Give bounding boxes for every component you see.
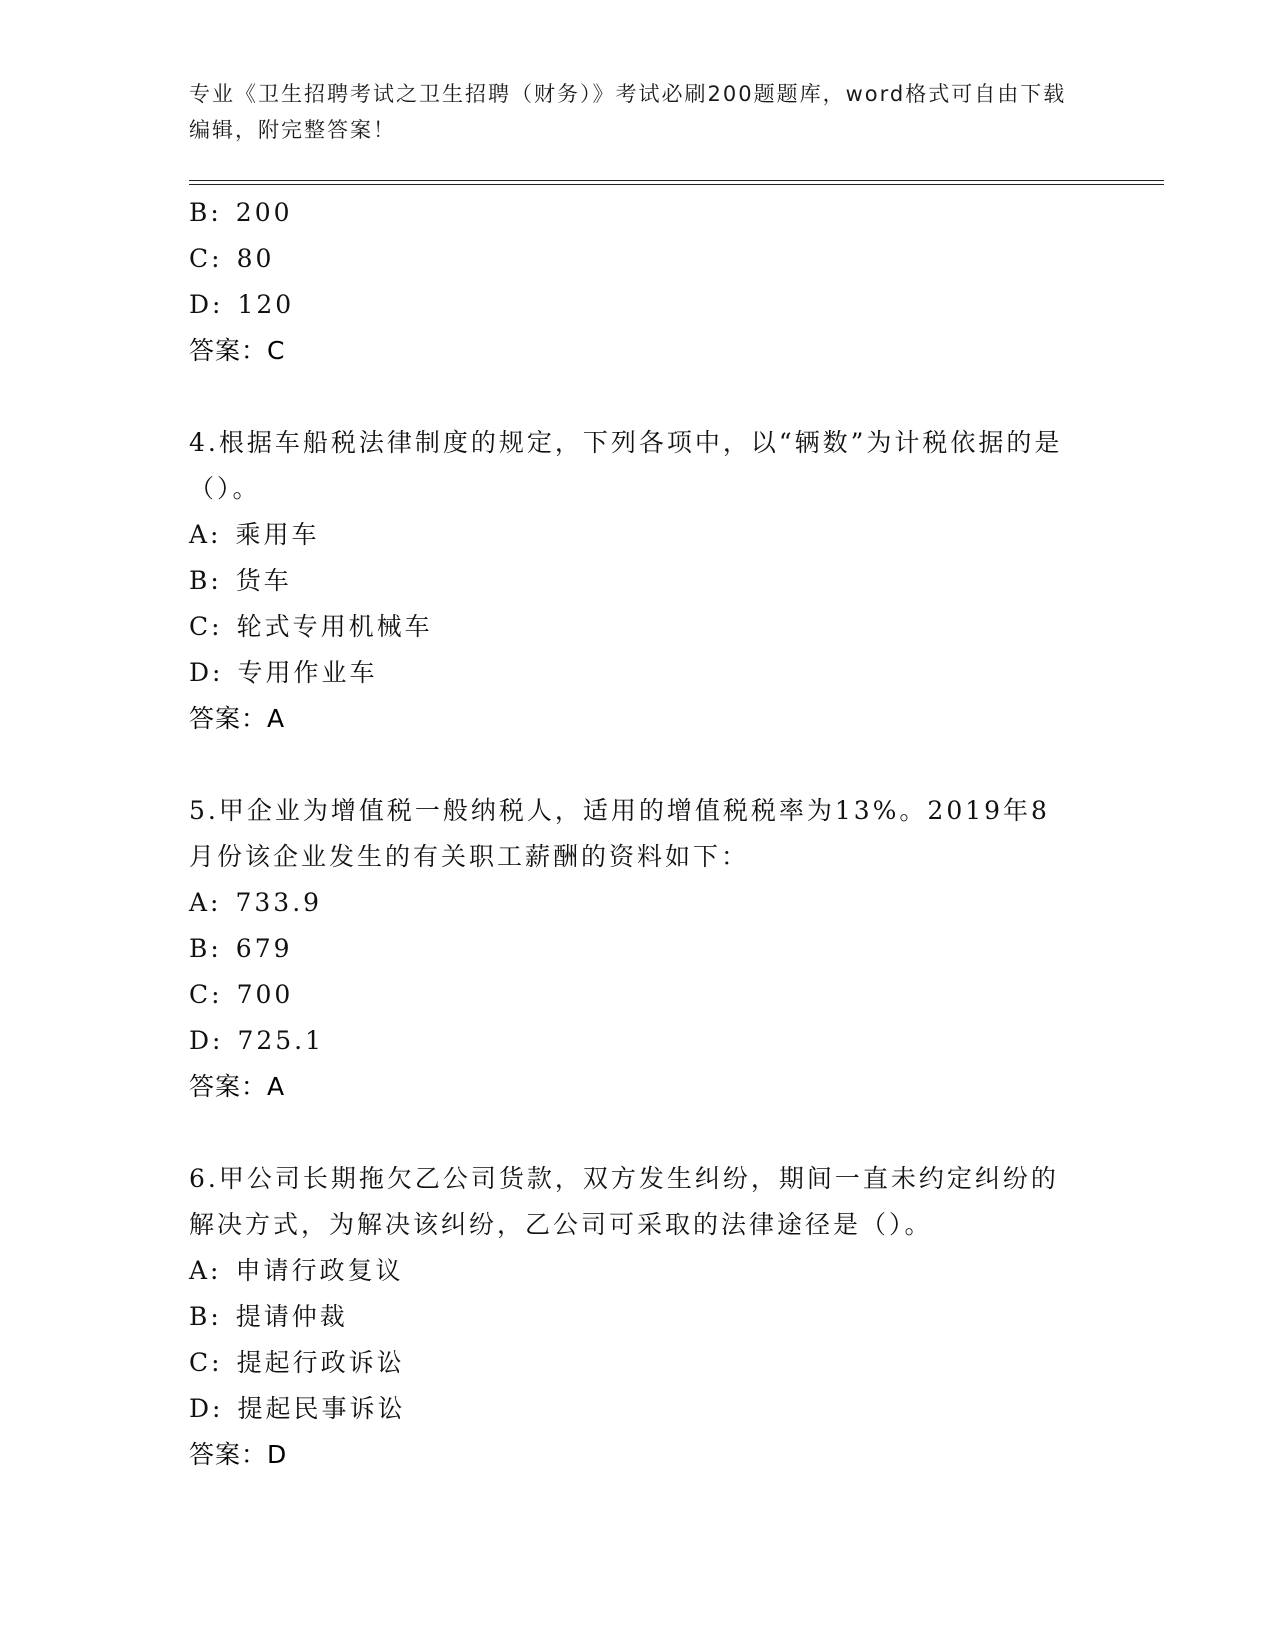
- option-row: [189, 972, 1089, 1018]
- answer-line: 答案：C: [189, 336, 286, 365]
- option-label: B:: [189, 566, 222, 595]
- option-row: [189, 236, 1089, 282]
- page-header-title: 专业《卫生招聘考试之卫生招聘（财务）》考试必刷200题题库，word格式可自由下载编辑，附完整答案！: [189, 82, 1067, 142]
- option-label: C:: [189, 244, 223, 273]
- option-label: A:: [189, 1256, 222, 1285]
- document-body: [189, 190, 1089, 1478]
- answer-line: 答案：A: [189, 1072, 286, 1101]
- option-text: 提请仲裁: [235, 1302, 348, 1331]
- option-text: 货车: [235, 566, 292, 595]
- option-text: 200: [235, 198, 293, 227]
- option-label: A:: [189, 520, 222, 549]
- question-stem: 6.甲公司长期拖欠乙公司货款，双方发生纠纷，期间一直未约定纠纷的解决方式，为解决该纠纷，乙公司可采取的法律途径是（）。: [189, 1164, 1059, 1239]
- option-row: [189, 512, 1089, 558]
- option-row: [189, 1340, 1089, 1386]
- question-stem: 4.根据车船税法律制度的规定，下列各项中，以“辆数”为计税依据的是（）。: [189, 428, 1063, 503]
- option-label: B:: [189, 198, 222, 227]
- spacer: [189, 742, 1089, 788]
- option-text: 申请行政复议: [235, 1256, 404, 1285]
- option-text: 提起民事诉讼: [237, 1394, 406, 1423]
- option-label: D:: [189, 1026, 224, 1055]
- option-row: [189, 926, 1089, 972]
- option-label: C:: [189, 980, 223, 1009]
- option-row: [189, 1294, 1089, 1340]
- answer-line: 答案：A: [189, 704, 286, 733]
- option-label: B:: [189, 1302, 222, 1331]
- header-divider-bottom: [189, 184, 1164, 185]
- option-text: 轮式专用机械车: [236, 612, 433, 641]
- spacer: [189, 374, 1089, 420]
- option-text: 120: [237, 290, 295, 319]
- option-label: D:: [189, 290, 224, 319]
- option-row: [189, 1248, 1089, 1294]
- option-row: [189, 650, 1089, 696]
- option-text: 乘用车: [235, 520, 320, 549]
- option-row: [189, 282, 1089, 328]
- option-label: D:: [189, 1394, 224, 1423]
- option-text: 725.1: [237, 1026, 325, 1055]
- option-text: 专用作业车: [237, 658, 378, 687]
- option-row: [189, 558, 1089, 604]
- header-divider-top: [189, 180, 1164, 181]
- option-label: C:: [189, 1348, 223, 1377]
- option-text: 733.9: [235, 888, 323, 917]
- option-label: C:: [189, 612, 223, 641]
- answer-line: 答案：D: [189, 1440, 288, 1469]
- option-label: D:: [189, 658, 224, 687]
- option-text: 700: [236, 980, 294, 1009]
- option-row: [189, 190, 1089, 236]
- option-text: 679: [235, 934, 293, 963]
- option-row: [189, 880, 1089, 926]
- option-row: [189, 1386, 1089, 1432]
- option-label: B:: [189, 934, 222, 963]
- option-row: [189, 1018, 1089, 1064]
- option-row: [189, 604, 1089, 650]
- option-text: 80: [236, 244, 275, 273]
- option-text: 提起行政诉讼: [236, 1348, 405, 1377]
- spacer: [189, 1110, 1089, 1156]
- question-stem: 5.甲企业为增值税一般纳税人，适用的增值税税率为13%。2019年8月份该企业发生的有关职工薪酬的资料如下：: [189, 796, 1050, 871]
- option-label: A:: [189, 888, 222, 917]
